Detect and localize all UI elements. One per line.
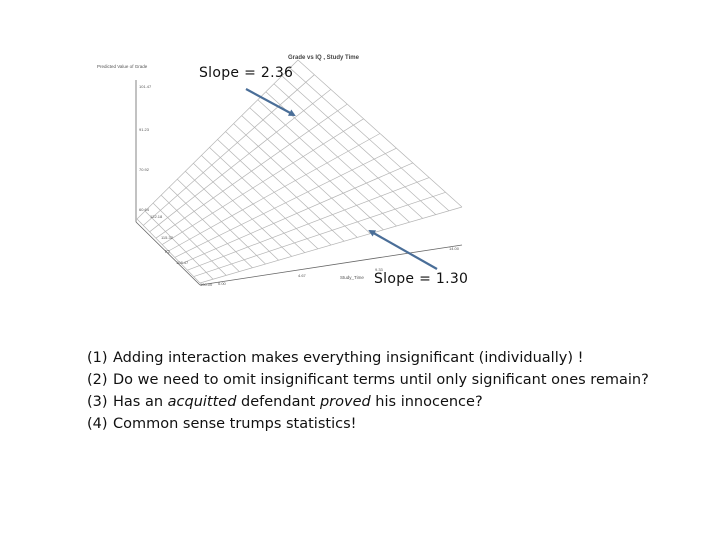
point-text-part: his innocence? [370,394,483,410]
iq-tick-label: 100.00 [200,282,213,287]
discussion-point [87,347,649,369]
mesh-line [181,163,413,264]
study-tick-label: 14.00 [449,246,460,251]
point-text [113,394,483,410]
z-tick-label: 101.47 [139,84,152,89]
point-text-part: Common sense trumps statistics! [113,416,357,432]
point-number: (1) [87,350,108,366]
study-tick-label: 9.33 [375,267,383,272]
iq-tick-label: 122.18 [150,214,163,219]
iq-axis-title: IQ [165,249,170,254]
point-number: (2) [87,372,108,388]
point-number: (3) [87,394,108,410]
plot-title: Grade vs IQ , Study Time [288,55,359,61]
iq-tick-label: 115.32 [161,235,173,240]
study-tick-label: 4.67 [298,273,306,278]
z-tick-label: 70.92 [139,167,150,172]
study-tick-label: 0.00 [218,281,226,286]
point-text-part: defendant [236,394,320,410]
point-text-part: Adding interaction makes everything insignificant (individually) ! [113,350,584,366]
slope-iq-label: Slope = 2.36 [199,65,294,81]
iq-tick-label: 108.47 [176,260,189,265]
z-tick-label: 91.23 [139,127,150,132]
regression-surface-mesh [137,60,462,283]
slope-study-label: Slope = 1.30 [374,271,469,287]
point-text [113,372,649,388]
discussion-points-list [87,347,649,435]
point-emphasis: acquitted [167,394,237,410]
discussion-point [87,391,649,413]
mesh-line [194,192,446,276]
point-text [113,416,356,432]
point-text-part: Do we need to omit insignificant terms until only significant ones remain? [113,372,649,388]
discussion-point [87,413,649,435]
discussion-point [87,369,649,391]
point-text [113,350,583,366]
z-tick-label: 60.64 [139,207,150,212]
point-emphasis: proved [319,394,371,410]
point-number: (4) [87,416,108,432]
z-axis-title: Predicted Value of Grade [97,64,148,69]
point-text-part: Has an [113,394,168,410]
study-axis-title: Study_Time [340,275,364,280]
